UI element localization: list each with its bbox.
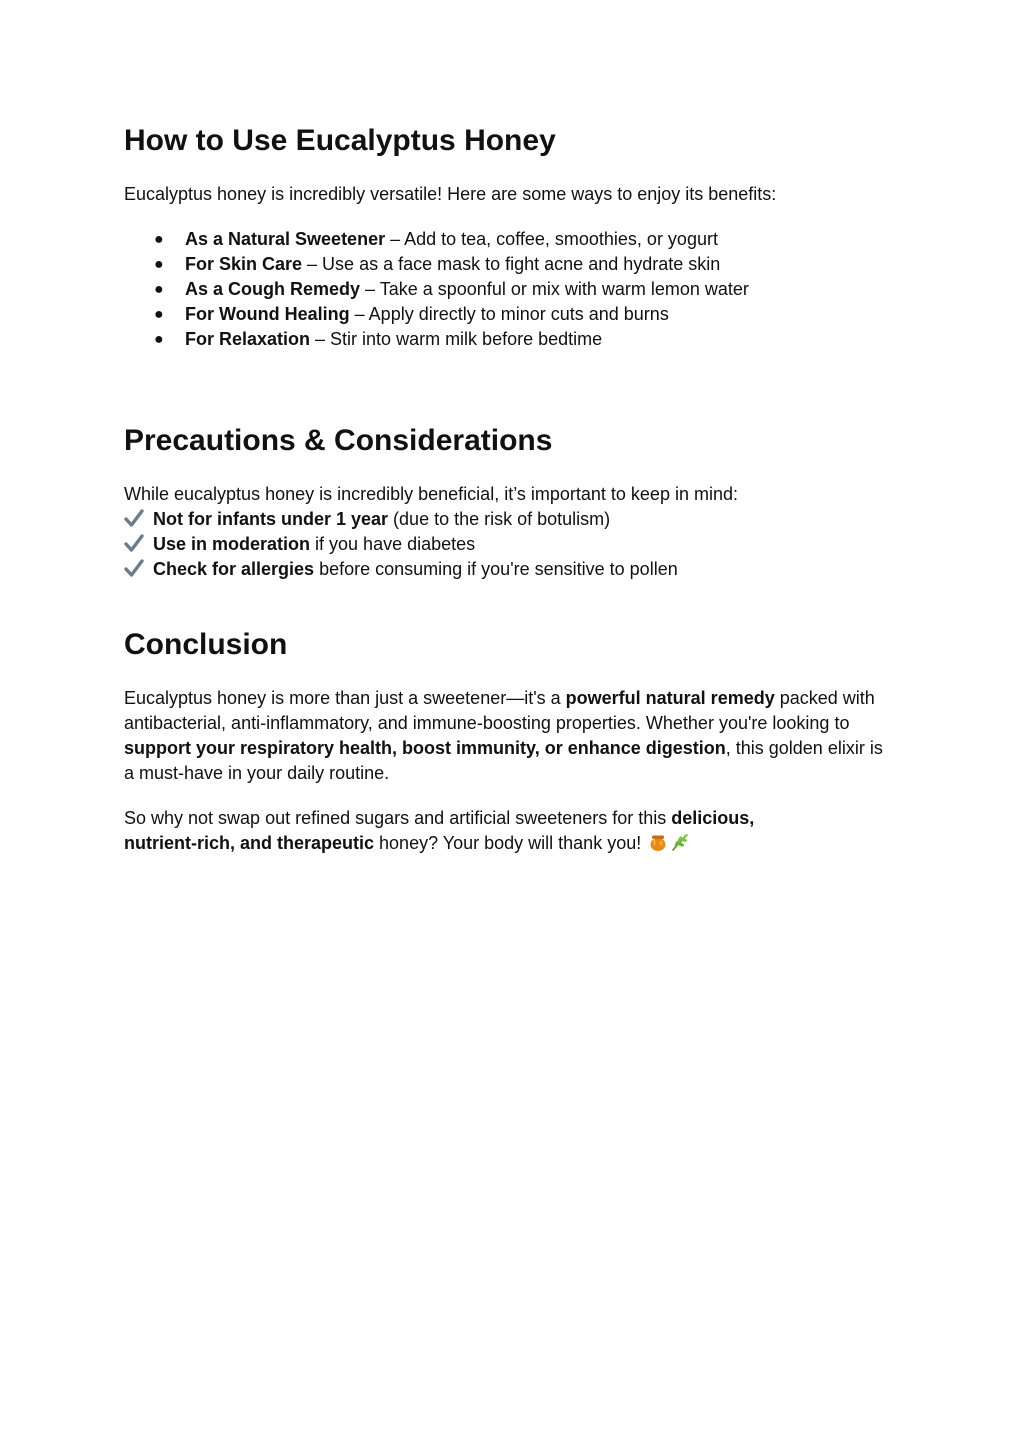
bullet-dot-icon: ●	[154, 331, 164, 348]
check-mark-icon	[124, 508, 144, 528]
precautions-list	[124, 507, 678, 582]
check-mark-icon	[124, 558, 144, 578]
list-item: ● As a Cough Remedy – Take a spoonful or mix with warm lemon water	[124, 277, 749, 302]
conclusion-heading: Conclusion	[124, 628, 288, 661]
conclusion-paragraph-2: So why not swap out refined sugars and artificial sweeteners for this delicious, nutrient-rich, and therapeutic honey? Your body will thank you!	[124, 808, 755, 853]
list-item: ● For Wound Healing – Apply directly to minor cuts and burns	[124, 302, 749, 327]
usage-heading: How to Use Eucalyptus Honey	[124, 124, 556, 157]
bullet-dot-icon: ●	[154, 281, 164, 298]
precautions-heading: Precautions & Considerations	[124, 424, 553, 457]
honey-pot-icon	[648, 832, 668, 852]
precautions-intro: While eucalyptus honey is incredibly beneficial, it’s important to keep in mind:	[124, 484, 738, 504]
list-item: ● For Relaxation – Stir into warm milk before bedtime	[124, 327, 749, 352]
list-item: ● As a Natural Sweetener – Add to tea, coffee, smoothies, or yogurt	[124, 227, 749, 252]
list-item: Not for infants under 1 year (due to the risk of botulism)	[124, 507, 678, 532]
usage-intro: Eucalyptus honey is incredibly versatile! Here are some ways to enjoy its benefits:	[124, 184, 777, 204]
list-item: Check for allergies before consuming if you're sensitive to pollen	[124, 557, 678, 582]
herb-icon	[670, 832, 690, 852]
list-item: ● For Skin Care – Use as a face mask to fight acne and hydrate skin	[124, 252, 749, 277]
bullet-dot-icon: ●	[154, 306, 164, 323]
conclusion-paragraph-1: Eucalyptus honey is more than just a sweetener—it's a powerful natural remedy packed with antibacterial, anti-inflammatory, and immune-boosting properties. Whether you're looking to support your respiratory health, boost immunity, or enhance digestion, this golden elixir is a must-have in your daily routine.	[124, 688, 883, 783]
list-item: Use in moderation if you have diabetes	[124, 532, 678, 557]
bullet-dot-icon: ●	[154, 231, 164, 248]
check-mark-icon	[124, 533, 144, 553]
usage-list	[124, 227, 749, 352]
bullet-dot-icon: ●	[154, 256, 164, 273]
